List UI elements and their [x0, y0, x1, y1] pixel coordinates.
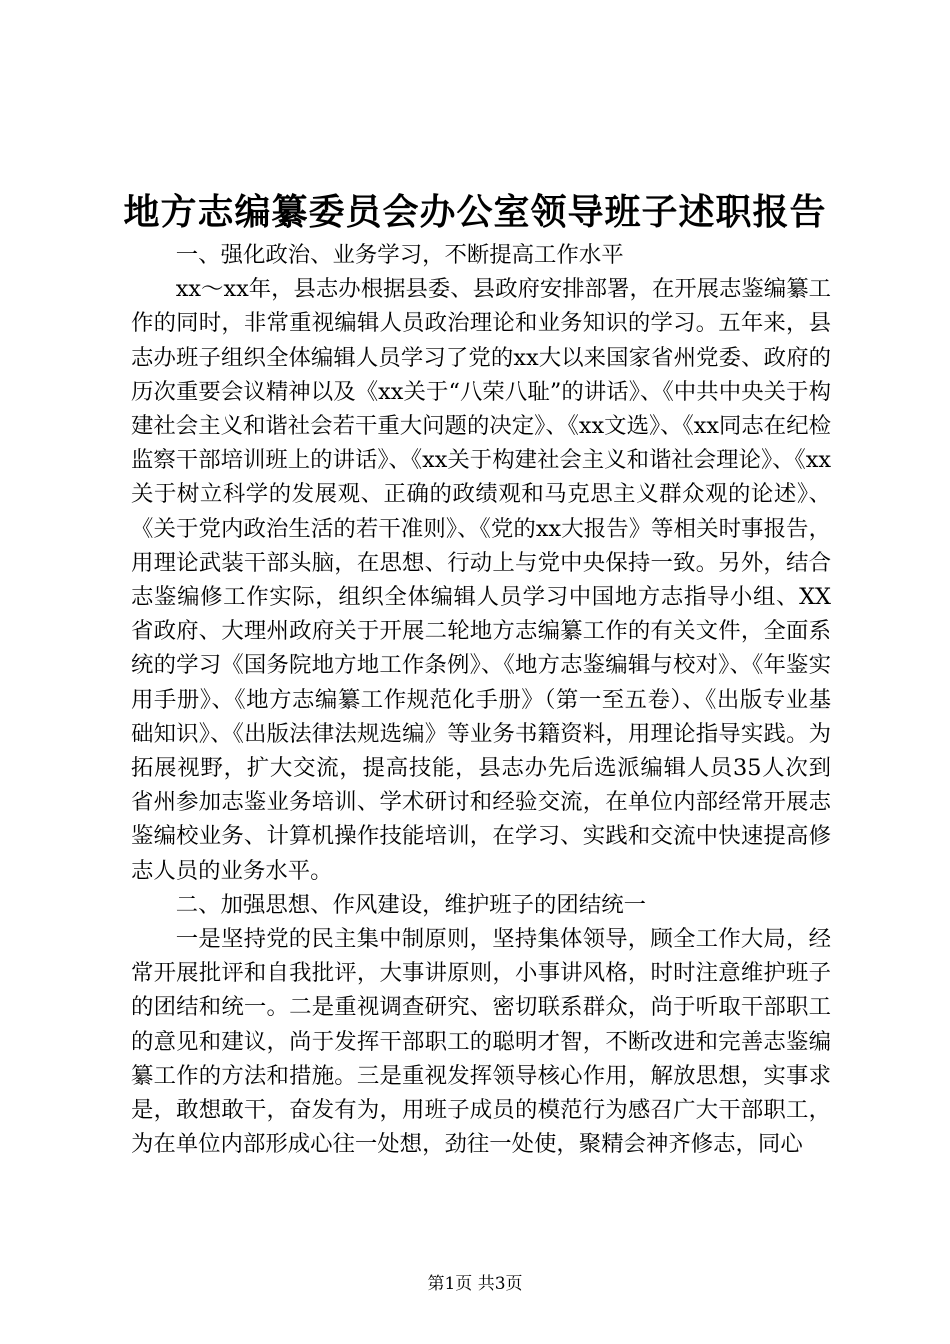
section-heading-1: 一、强化政治、业务学习，不断提高工作水平 [175, 242, 624, 268]
section-paragraph-2: 一是坚持党的民主集中制原则，坚持集体领导，顾全工作大局，经常开展批评和自我批评，大事讲原则，小事讲风格，时时注意维护班子的团结和统一。二是重视调查研究、密切联系群众，尚于听取干部职工的意见和建议，尚于发挥干部职工的聪明才智，不断改进和完善志鉴编纂工作的方法和措施。三是重视发挥领导核心作用，解放思想，实事求是，敢想敢干，奋发有为，用班子成员的模范行为感召广大干部职工，为在单位内部形成心往一处想，劲往一处使，聚精会神齐修志，同心 [131, 926, 831, 1158]
document-title: 地方志编纂委员会办公室领导班子述职报告 [123, 191, 827, 233]
section-paragraph-1: xx～xx年，县志办根据县委、县政府安排部署，在开展志鉴编纂工作的同时，非常重视编辑人员政治理论和业务知识的学习。五年来，县志办班子组织全体编辑人员学习了党的xx大以来国家省州党委、政府的历次重要会议精神以及《xx关于“八荣八耻”的讲话》、《中共中央关于构建社会主义和谐社会若干重大问题的决定》、《xx文选》、《xx同志在纪检监察干部培训班上的讲话》、《xx关于构建社会主义和谐社会理论》、《xx关于树立科学的发展观、正确的政绩观和马克思主义群众观的论述》、《关于党内政治生活的若干准则》、《党的xx大报告》等相关时事报告，用理论武装干部头脑，在思想、行动上与党中央保持一致。另外，结合志鉴编修工作实际，组织全体编辑人员学习中国地方志指导小组、XX省政府、大理州政府关于开展二轮地方志编纂工作的有关文件，全面系统的学习《国务院地方地工作条例》、《地方志鉴编辑与校对》、《年鉴实用手册》、《地方志编纂工作规范化手册》（第一至五卷）、《出版专业基础知识》、《出版法律法规选编》等业务书籍资料，用理论指导实践。为拓展视野，扩大交流，提高技能，县志办先后选派编辑人员35人次到省州参加志鉴业务培训、学术研讨和经验交流，在单位内部经常开展志鉴编校业务、计算机操作技能培训，在学习、实践和交流中快速提高修志人员的业务水平。 [131, 276, 831, 884]
section-heading-2: 二、加强思想、作风建设，维护班子的团结统一 [175, 891, 646, 918]
document-body [131, 238, 831, 1161]
page-number-footer: 第1页 共3页 [427, 1274, 523, 1294]
